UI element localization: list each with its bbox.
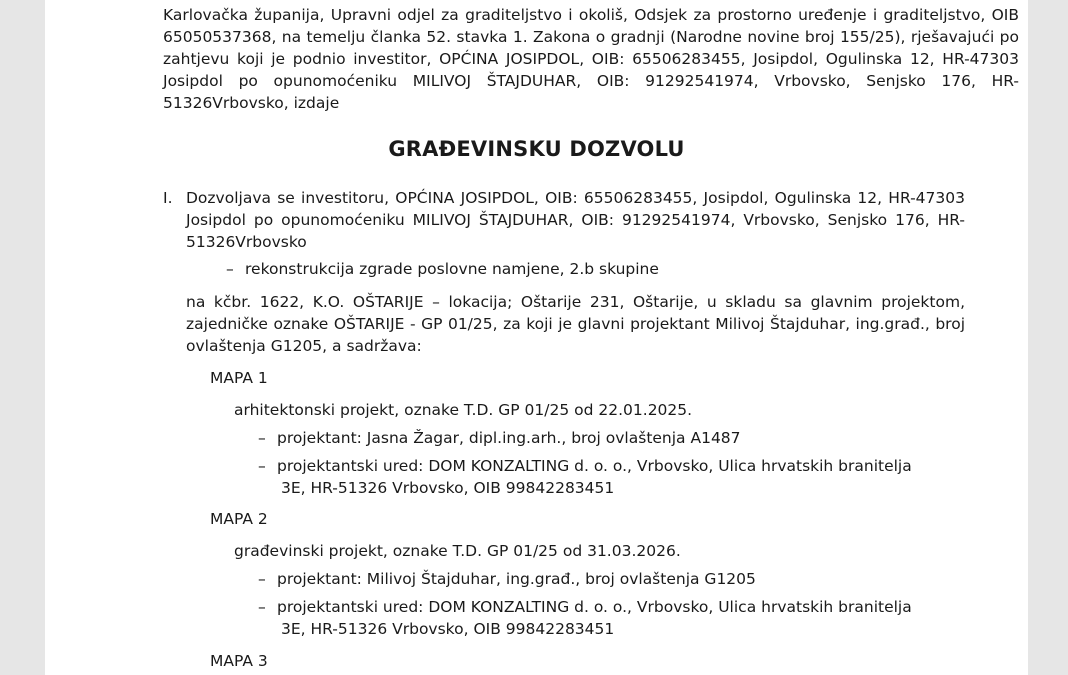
location-paragraph: na kčbr. 1622, K.O. OŠTARIJE – lokacija; Oštarije 231, Oštarije, u skladu sa glavnim projektom, zajedničke oznake OŠTARIJE - GP 01/25, za koji je glavni projektant Milivoj Štajduhar, ing.građ., broj ovlaštenja G1205, a sadržava: xyxy=(186,293,965,355)
dash-bullet: – xyxy=(226,260,234,278)
document-page xyxy=(45,0,1028,675)
project-type-text: rekonstrukcija zgrade poslovne namjene, 2.b skupine xyxy=(245,260,659,278)
map-1-project: arhitektonski projekt, oznake T.D. GP 01/25 od 22.01.2025. xyxy=(234,401,693,419)
intro-paragraph: Karlovačka županija, Upravni odjel za graditeljstvo i okoliš, Odsjek za prostorno uređenje i graditeljstvo, OIB 65050537368, na temelju članka 52. stavka 1. Zakona o gradnji (Narodne novine broj 155/25), rješavajući po zahtjevu koji je podnio investitor, OPĆINA JOSIPDOL, OIB: 65506283455, Josipdol, Ogulinska 12, HR-47303 Josipdol po opunomoćeniku MILIVOJ ŠTAJDUHAR, OIB: 91292541974, Vrbovsko, Senjsko 176, HR-51326Vrbovsko, izdaje xyxy=(163,6,1019,112)
map-1-office: – projektantski ured: DOM KONZALTING d. o. o., Vrbovsko, Ulica hrvatskih branitelja xyxy=(258,457,912,475)
document-title: GRAĐEVINSKU DOZVOLU xyxy=(388,137,685,161)
map-1-label: MAPA 1 xyxy=(210,369,268,387)
project-type-bullet xyxy=(226,258,659,280)
map-1-designer: – projektant: Jasna Žagar, dipl.ing.arh., broj ovlaštenja A1487 xyxy=(258,429,741,447)
map-2-office: – projektantski ured: DOM KONZALTING d. o. o., Vrbovsko, Ulica hrvatskih branitelja xyxy=(258,598,912,616)
dash-bullet: – xyxy=(258,598,266,616)
map-2-label: MAPA 2 xyxy=(210,510,268,528)
map-2-designer: – projektant: Milivoj Štajduhar, ing.građ., broj ovlaštenja G1205 xyxy=(258,570,756,588)
map-3-label: MAPA 3 xyxy=(210,652,268,670)
map-2-project: građevinski projekt, oznake T.D. GP 01/25 od 31.03.2026. xyxy=(234,542,681,560)
section-text: Dozvoljava se investitoru, OPĆINA JOSIPDOL, OIB: 65506283455, Josipdol, Ogulinska 12, HR-47303 Josipdol po opunomoćeniku MILIVOJ ŠTAJDUHAR, OIB: 91292541974, Vrbovsko, Senjsko 176, HR-51326Vrbovsko xyxy=(186,189,965,251)
dash-bullet: – xyxy=(258,457,266,475)
dash-bullet: – xyxy=(258,570,266,588)
map-2-office-cont: 3E, HR-51326 Vrbovsko, OIB 99842283451 xyxy=(281,620,615,638)
map-1-office-cont: 3E, HR-51326 Vrbovsko, OIB 99842283451 xyxy=(281,479,615,497)
dash-bullet: – xyxy=(258,429,266,447)
section-number: I. xyxy=(163,189,173,207)
